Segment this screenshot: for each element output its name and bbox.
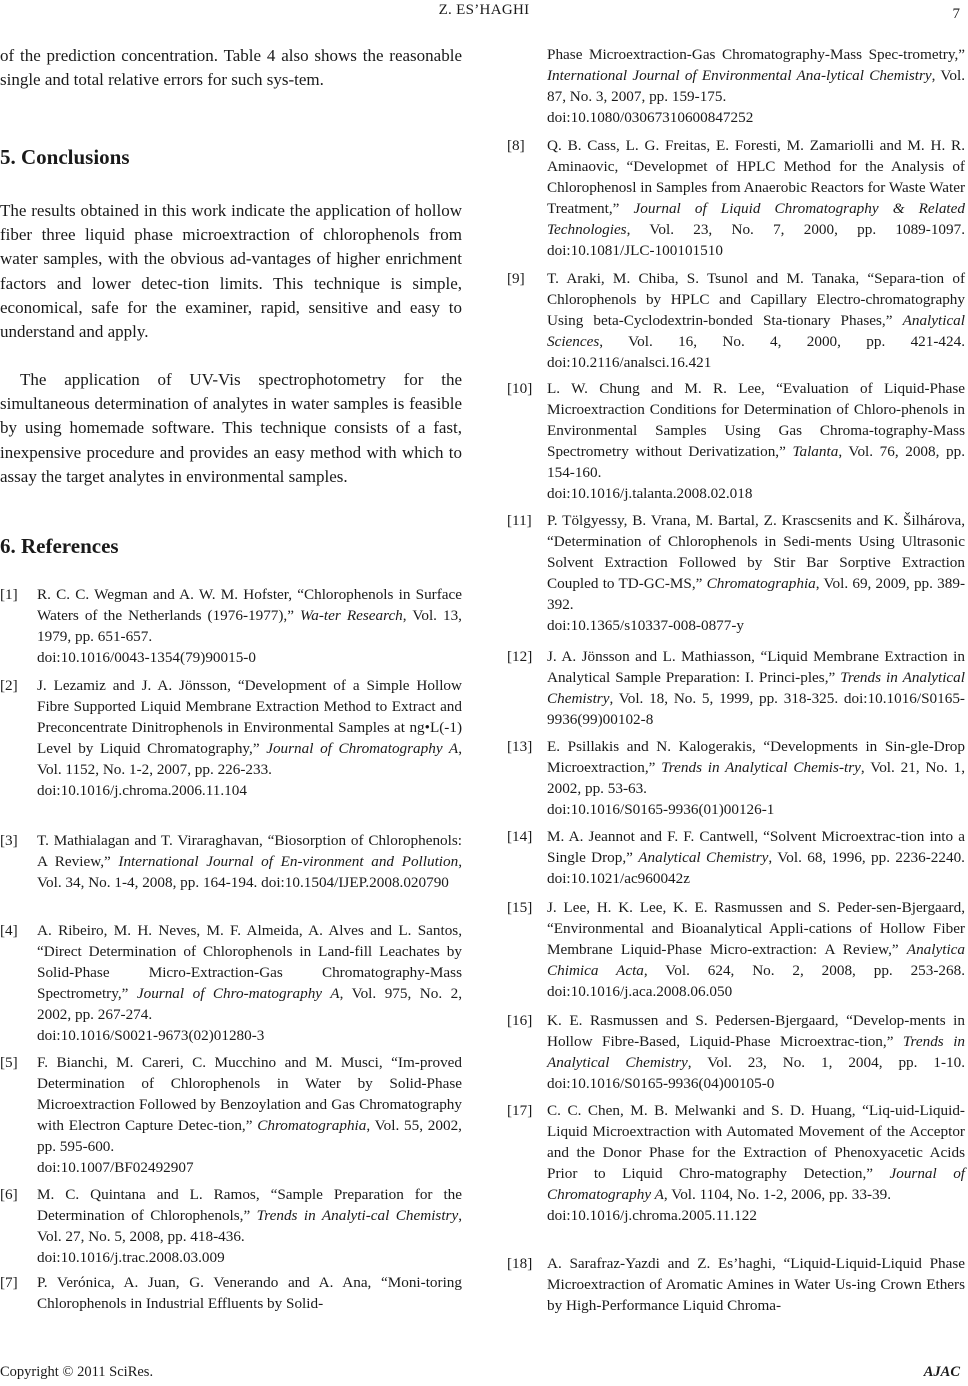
reference-doi: doi:10.1016/S0165-9936(01)00126-1 bbox=[547, 801, 775, 818]
reference-number: [6] bbox=[0, 1186, 18, 1203]
reference-journal: Analytical Sciences bbox=[547, 312, 965, 350]
reference-item-continued: Phase Microextraction-Gas Chromatography-Mass Spec-trometry,” International Journal of Environmental Ana-lytical Chemistry, Vol. 87, No. 3, 2007, pp. 159-175. doi:10.1080/03067310600847252 bbox=[547, 46, 965, 126]
reference-item: [16] K. E. Rasmussen and S. Pedersen-Bjergaard, “Develop-ments in Hollow Fibre-Based, Liquid-Phase Microextrac-tion,” Trends in Analytical Chemistry, Vol. 23, No. 1, 2004, pp. 1-10. doi:10.1016/S0165-9936(04)00105-0 bbox=[507, 1012, 966, 1092]
page-number: 7 bbox=[952, 6, 960, 22]
reference-doi: doi:10.1016/j.talanta.2008.02.018 bbox=[547, 485, 753, 502]
reference-journal: Trends in Analytical Chemis-try bbox=[661, 759, 861, 776]
copyright-notice: Copyright © 2011 SciRes. bbox=[0, 1364, 154, 1380]
reference-number: [14] bbox=[507, 828, 533, 845]
reference-number: [10] bbox=[507, 380, 533, 397]
reference-item: [4] A. Ribeiro, M. H. Neves, M. F. Almeida, A. Alves and L. Santos, “Direct Determination of Chlorophenols in Land-fill Leachates by Solid-Phase Micro-Extraction-Gas Chromatography-Mass Spectrometry,” Journal of Chro-matography A, Vol. 975, No. 2, 2002, pp. 267-274. doi:10.1016/S0021-9673(02)01280-3 bbox=[0, 922, 463, 1044]
reference-item: [13] E. Psillakis and N. Kalogerakis, “Developments in Sin-gle-Drop Microextraction,” Trends in Analytical Chemis-try, Vol. 21, No. 1, 2002, pp. 53-63. doi:10.1016/S0165-9936(01)00126-1 bbox=[507, 738, 965, 818]
reference-journal: Chromatographia bbox=[706, 575, 816, 592]
reference-journal: Trends in Analytical Chemistry bbox=[547, 1033, 966, 1071]
reference-number: [1] bbox=[0, 586, 18, 603]
reference-number: [18] bbox=[507, 1255, 533, 1272]
reference-doi: doi:10.1365/s10337-008-0877-y bbox=[547, 617, 745, 634]
reference-journal: Trends in Analyti-cal Chemistry bbox=[256, 1207, 459, 1224]
reference-item: [1] R. C. C. Wegman and A. W. M. Hofster, “Chlorophenols in Surface Waters of the Netherlands (1976-1977),” Wa-ter Research, Vol. 13, 1979, pp. 651-657. doi:10.1016/0043-1354(79)90015-0 bbox=[0, 586, 462, 666]
reference-item: [12] J. A. Jönsson and L. Mathiasson, “Liquid Membrane Extraction in Analytical Sample Preparation: I. Princi-ples,” Trends in Analytical Chemistry, Vol. 18, No. 5, 1999, pp. 318-325. doi:10.1016/S0165-9936(99)00102-8 bbox=[507, 648, 965, 728]
reference-doi: doi:10.1016/j.chroma.2005.11.122 bbox=[547, 1207, 757, 1224]
reference-doi: doi:10.1016/j.trac.2008.03.009 bbox=[37, 1249, 225, 1266]
reference-number: [9] bbox=[507, 270, 525, 287]
reference-number: [17] bbox=[507, 1102, 533, 1119]
reference-number: [13] bbox=[507, 738, 533, 755]
reference-item: [3] T. Mathialagan and T. Viraraghavan, “Biosorption of Chlorophenols: A Review,” International Journal of En-vironment and Pollution, Vol. 34, No. 1-4, 2008, pp. 164-194. doi:10.1504/IJEP.2008.020790 bbox=[0, 832, 462, 891]
reference-journal: Talanta bbox=[792, 443, 839, 460]
journal-abbreviation: AJAC bbox=[923, 1364, 960, 1380]
reference-journal: Wa-ter Research bbox=[300, 607, 403, 624]
reference-number: [12] bbox=[507, 648, 533, 665]
reference-journal: Chromatographia bbox=[257, 1117, 367, 1134]
reference-item: [6] M. C. Quintana and L. Ramos, “Sample Preparation for the Determination of Chlorophenols,” Trends in Analyti-cal Chemistry, Vol. 27, No. 5, 2008, pp. 418-436. doi:10.1016/j.trac.2008.03.009 bbox=[0, 1186, 462, 1266]
reference-journal: Analytica Chimica Acta bbox=[547, 941, 965, 979]
reference-journal: International Journal of Environmental Ana-lytical Chemistry bbox=[547, 67, 932, 84]
reference-number: [2] bbox=[0, 677, 18, 694]
reference-journal: Journal of Liquid Chromatography & Related Technologies bbox=[547, 200, 965, 238]
reference-item: [14] M. A. Jeannot and F. F. Cantwell, “Solvent Microextrac-tion into a Single Drop,” Analytical Chemistry, Vol. 68, 1996, pp. 2236-2240. doi:10.1021/ac960042z bbox=[507, 828, 965, 887]
reference-number: [5] bbox=[0, 1054, 18, 1071]
reference-item: [5] F. Bianchi, M. Careri, C. Mucchino and M. Musci, “Im-proved Determination of Chlorophenols in Water by Solid-Phase Microextraction Followed by Benzoylation and Gas Chromatography with Electron Capture Detec-tion,” Chromatographia, Vol. 55, 2002, pp. 595-600. doi:10.1007/BF02492907 bbox=[0, 1054, 462, 1176]
reference-number: [7] bbox=[0, 1274, 18, 1291]
reference-journal: Trends in Analytical Chemistry bbox=[547, 669, 965, 707]
conclusions-paragraph-2: The application of UV-Vis spectrophotometry for the simultaneous determination of analytes in water samples is feasible by using homemade software. This technique consists of a fast, inexpensive procedure and provides an easy method with which to assay the target analytes in environmental samples. bbox=[0, 370, 462, 486]
intro-continuation-paragraph bbox=[0, 44, 462, 92]
reference-item: [18] A. Sarafraz-Yazdi and Z. Es’haghi, “Liquid-Liquid-Liquid Phase Microextraction of Aromatic Amines in Water Us-ing Crown Ethers by High-Performance Liquid Chroma- bbox=[507, 1255, 965, 1314]
reference-number: [8] bbox=[507, 137, 525, 154]
reference-item: [9] T. Araki, M. Chiba, S. Tsunol and M. Tanaka, “Separa-tion of Chlorophenols by HPLC and Capillary Electro-chromatography Using beta-Cyclodextrin-bonded Sta-tionary Phases,” Analytical Sciences, Vol. 16, No. 4, 2000, pp. 421-424. doi:10.2116/analsci.16.421 bbox=[507, 270, 965, 371]
reference-doi: doi:10.1016/j.chroma.2006.11.104 bbox=[37, 782, 247, 799]
reference-doi: doi:10.1016/0043-1354(79)90015-0 bbox=[37, 649, 256, 666]
reference-journal: Journal of Chromatography A bbox=[266, 740, 459, 757]
reference-item: [2] J. Lezamiz and J. A. Jönsson, “Development of a Simple Hollow Fibre Supported Liquid Membrane Extraction Method to Extract and Preconcentrate Dinitrophenols in Environmental Samples at ng•L(-1) Level by Liquid Chromatography,” Journal of Chromatography A, Vol. 1152, No. 1-2, 2007, pp. 226-233. doi:10.1016/j.chroma.2006.11.104 bbox=[0, 677, 462, 799]
reference-journal: Journal of Chromatography A bbox=[547, 1165, 966, 1203]
reference-item: [7] P. Verónica, A. Juan, G. Venerando and A. Ana, “Moni-toring Chlorophenols in Industrial Effluents by Solid- bbox=[0, 1274, 462, 1312]
reference-item: [10] L. W. Chung and M. R. Lee, “Evaluation of Liquid-Phase Microextraction Conditions for Determination of Chloro-phenols in Environmental Samples Using Gas Chroma-tography-Mass Spectrometry without Derivatization,” Talanta, Vol. 76, 2008, pp. 154-160. doi:10.1016/j.talanta.2008.02.018 bbox=[507, 380, 965, 502]
reference-number: [16] bbox=[507, 1012, 533, 1029]
reference-item: [15] J. Lee, H. K. Lee, K. E. Rasmussen and S. Peder-sen-Bjergaard, “Environmental and Bioanalytical Appli-cations of Hollow Fiber Membrane Liquid-Phase Micro-extraction: A Review,” Analytica Chimica Acta, Vol. 624, No. 2, 2008, pp. 253-268. doi:10.1016/j.aca.2008.06.050 bbox=[507, 899, 965, 1000]
reference-number: [15] bbox=[507, 899, 533, 916]
reference-item: [11] P. Tölgyessy, B. Vrana, M. Bartal, Z. Krascsenits and K. Šilhárova, “Determination of Chlorophenols in Sedi-ments Using Ultrasonic Solvent Extraction Followed by Stir Bar Sorptive Extraction Coupled to TD-GC-MS,” Chromatographia, Vol. 69, 2009, pp. 389-392. doi:10.1365/s10337-008-0877-y bbox=[507, 512, 965, 634]
references-heading: 6. References bbox=[0, 534, 119, 558]
reference-journal: Journal of Chro-matography A bbox=[136, 985, 340, 1002]
reference-doi: doi:10.1007/BF02492907 bbox=[37, 1159, 194, 1176]
reference-item: [8] Q. B. Cass, L. G. Freitas, E. Foresti, M. Zamariolli and M. H. R. Aminaovic, “Developmet of HPLC Method for the Analysis of Chlorophenosl in Samples from Anaerobic Reactors for Waste Water Treatment,” Journal of Liquid Chromatography & Related Technologies, Vol. 23, No. 7, 2000, pp. 1089-1097. doi:10.1081/JLC-100101510 bbox=[507, 137, 965, 259]
reference-number: [4] bbox=[0, 922, 18, 939]
intro-continuation-text: of the prediction concentration. Table 4 also shows the reasonable single and total relative errors for such sys-tem. bbox=[0, 46, 462, 90]
conclusions-paragraph-1: The results obtained in this work indicate the application of hollow fiber three liquid phase microextraction of chlorophenols from water samples, with the obvious ad-vantages of higher enrichment factors and lower detec-tion limits. This technique is simple, economical, safe for the examiner, rapid, sensitive and easy to understand and apply. bbox=[0, 201, 462, 342]
reference-journal: Analytical Chemistry bbox=[638, 849, 769, 866]
reference-number: [11] bbox=[507, 512, 532, 529]
reference-doi: doi:10.1016/S0021-9673(02)01280-3 bbox=[37, 1027, 265, 1044]
reference-number: [3] bbox=[0, 832, 18, 849]
reference-item: [17] C. C. Chen, M. B. Melwanki and S. D. Huang, “Liq-uid-Liquid-Liquid Microextraction with Automated Movement of the Acceptor and the Donor Phase for the Extraction of Phenoxyacetic Acids Prior to Liquid Chro-matography Detection,” Journal of Chromatography A, Vol. 1104, No. 1-2, 2006, pp. 33-39. doi:10.1016/j.chroma.2005.11.122 bbox=[507, 1102, 966, 1224]
reference-doi: doi:10.1080/03067310600847252 bbox=[547, 109, 754, 126]
reference-journal: International Journal of En-vironment and Pollution bbox=[118, 853, 459, 870]
conclusions-heading: 5. Conclusions bbox=[0, 145, 130, 169]
running-header-author: Z. ES’HAGHI bbox=[438, 2, 530, 18]
running-header bbox=[0, 0, 968, 24]
